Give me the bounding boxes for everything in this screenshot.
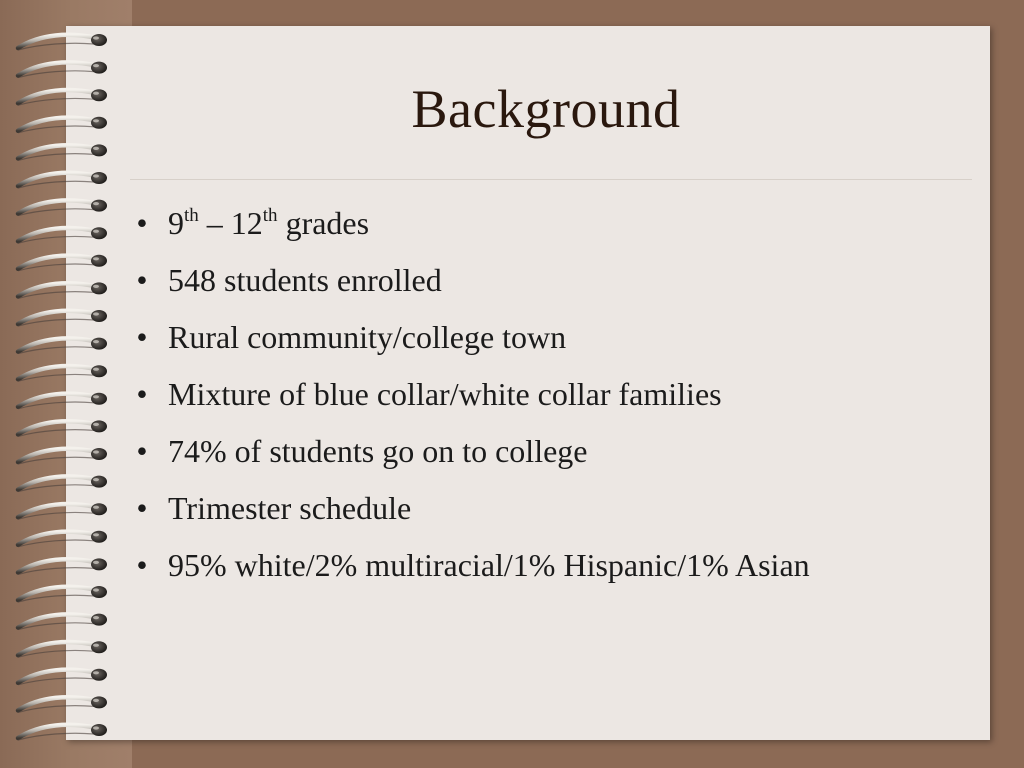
spiral-coil xyxy=(18,614,107,630)
spiral-coil xyxy=(18,696,107,712)
bullet-dot: • xyxy=(136,205,148,241)
spiral-coil xyxy=(18,724,107,740)
bullet-dot: • xyxy=(136,376,148,412)
spiral-coil xyxy=(18,62,107,78)
spiral-coil xyxy=(18,476,107,492)
bullet-item-schedule xyxy=(132,489,932,527)
bullet-item-demographics xyxy=(132,546,932,584)
spiral-coil xyxy=(18,503,107,519)
spiral-coil xyxy=(18,227,107,243)
spiral-coil xyxy=(18,255,107,271)
spiral-coil xyxy=(18,310,107,326)
bullet-item-community xyxy=(132,318,932,356)
spiral-coil xyxy=(18,669,107,685)
spiral-coil xyxy=(18,282,107,298)
bullet-text-demographics: 95% white/2% multiracial/1% Hispanic/1% Asian xyxy=(168,547,810,583)
spiral-coil xyxy=(18,420,107,436)
bullet-item-college xyxy=(132,432,932,470)
bullet-text-college: 74% of students go on to college xyxy=(168,433,588,469)
spiral-coil xyxy=(18,200,107,216)
bullet-dot: • xyxy=(136,433,148,469)
bullet-text-schedule: Trimester schedule xyxy=(168,490,412,526)
bullet-item-families xyxy=(132,375,932,413)
grades-first-number: 9 xyxy=(168,205,184,241)
spiral-coil xyxy=(18,365,107,381)
spiral-coil xyxy=(18,34,107,50)
spiral-coil xyxy=(18,531,107,547)
slide-title: Background xyxy=(411,79,681,139)
bullet-dot: • xyxy=(136,490,148,526)
bullet-list xyxy=(132,204,932,603)
bullet-text-families: Mixture of blue collar/white collar families xyxy=(168,376,722,412)
spiral-coil xyxy=(18,586,107,602)
spiral-coil xyxy=(18,172,107,188)
spiral-coil xyxy=(18,558,107,574)
bullet-text-community: Rural community/college town xyxy=(168,319,567,355)
bullet-dot: • xyxy=(136,319,148,355)
spiral-coil xyxy=(18,144,107,160)
grades-second-suffix: th xyxy=(262,205,278,226)
bullet-dot: • xyxy=(136,547,148,583)
bullet-text-enrolled: 548 students enrolled xyxy=(168,262,442,298)
bullet-item-grades xyxy=(132,204,932,242)
spiral-coil xyxy=(18,641,107,657)
title-divider xyxy=(130,179,972,180)
bullet-item-enrolled xyxy=(132,261,932,299)
grades-word: grades xyxy=(277,205,370,241)
spiral-coil xyxy=(18,448,107,464)
grades-dash: – xyxy=(198,205,231,241)
spiral-coil xyxy=(18,393,107,409)
spiral-coil xyxy=(18,338,107,354)
grades-second-number: 12 xyxy=(230,205,263,241)
grades-first-suffix: th xyxy=(184,205,199,226)
bullet-dot: • xyxy=(136,262,148,298)
